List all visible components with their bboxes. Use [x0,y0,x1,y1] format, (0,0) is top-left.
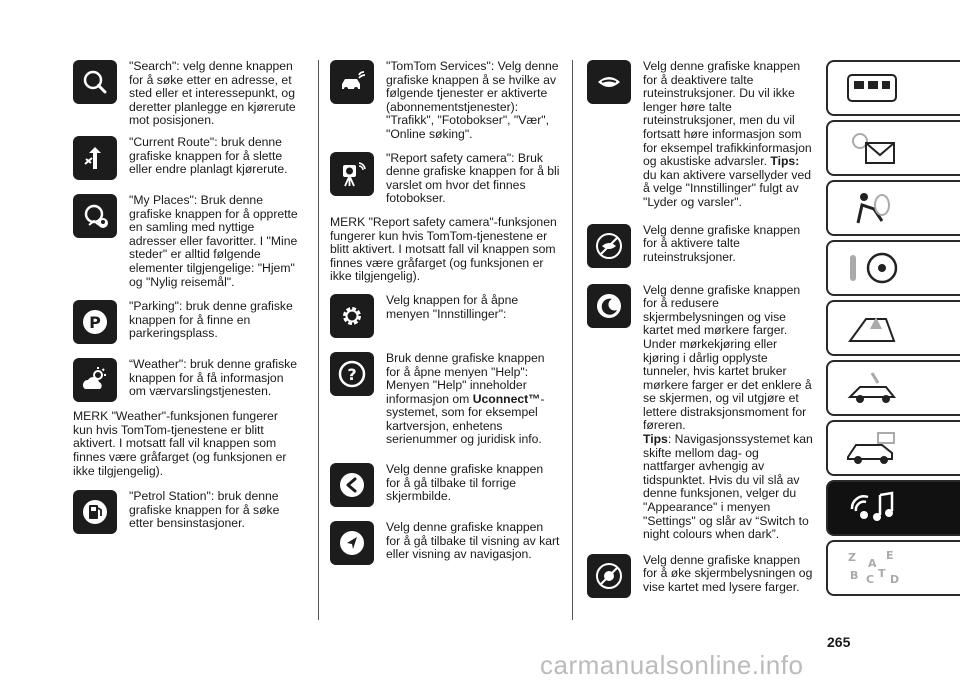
unmute-voice-icon [587,224,631,268]
mute-tip: Tips: [770,154,800,169]
multimedia-tab[interactable] [826,480,960,536]
back-map-item [330,521,560,565]
technical-data-tab[interactable] [826,420,960,476]
help-text-pre: Bruk denne grafiske knappen for å åpne menyen "Help": Menyen "Help" inneholder informasjon om [386,350,545,406]
index-letter-b: B [850,569,859,582]
index-letter-c: C [866,573,875,586]
dashboard-tab-icon [842,67,902,109]
help-item [330,352,560,447]
mute-text-post: du kan aktivere varsellyder ved å velge "Innstillinger" fulgt av "Lyder og varsler". [643,167,812,209]
column-right [587,60,813,598]
petrol-item [73,490,299,534]
technical-data-tab-icon [842,427,902,469]
index-tab[interactable] [826,540,960,596]
emergency-tab[interactable] [826,300,960,356]
night-mode-icon [587,284,631,328]
settings-text: Velg knappen for å åpne menyen "Innstillinger": [386,292,519,321]
column-divider-1 [318,60,319,620]
unmute-text: Velg denne grafiske knappen for å aktivere talte ruteinstruksjoner. [643,222,801,264]
unmute-item [587,224,813,268]
current-route-item [73,136,299,180]
weather-text: “Weather": bruk denne grafiske knappen for å få informasjon om værvarslingstjenesten. [129,357,298,399]
current-route-text: "Current Route": bruk denne grafiske knappen for å slette eller endre planlagt kjørerute. [129,134,288,177]
parking-text: "Parking": bruk denne grafiske knappen for å finne en parkeringsplass. [129,299,293,341]
my-places-icon [73,194,117,238]
tomtom-services-icon [330,60,374,104]
help-text-post: -systemet, som for eksempel kartversjon, enhetens serienummer og juridisk info. [386,391,545,447]
index-letter-d: D [890,573,900,586]
index-letter-e: E [886,549,894,562]
safety-camera-icon [330,152,374,196]
night-text-a: Velg denne grafiske knappen for å redusere skjermbelysningen og vise kartet med mørkere farger. [643,282,801,338]
night-item [587,284,813,542]
search-icon [73,60,117,104]
day-text: Velg denne grafiske knappen for å øke skjermbelysningen og vise kartet med lysere farger. [643,552,813,594]
day-item [587,554,813,598]
warning-lights-tab-icon [842,127,902,169]
svg-text:P: P [89,313,101,333]
petrol-text: "Petrol Station": bruk denne grafiske knappen for å søke etter bensinstasjoner. [129,489,280,531]
parking-item [73,300,299,344]
petrol-station-icon [73,490,117,534]
night-text-b: Under mørkekjøring eller kjøring i dårlig opplyste tunneler, hvis kartet bruker mørkere farger er det enklere å se skjermen, og vil utgjøre et lettere distraksjonsmoment for føreren. [643,336,812,433]
starting-driving-tab-icon [842,247,902,289]
night-text-c-body: : Navigasjonssystemet kan skifte mellom dag- og nattfarger avhengig av tidspunktet. Hvis du vil slå av denne funksjonen, velger du "Appearance" i menyen "Settings" og slår av “Switch to night colours when dark”. [643,432,813,542]
emergency-tab-icon [842,307,902,349]
settings-icon [330,294,374,338]
safety-camera-note: MERK "Report safety camera"-funksjonen fungerer kun hvis TomTom-tjenestene er blitt aktivert. I motsatt fall vil knappen som finnes være gråfarget (og funksjonen er ikke tilgjengelig). [330,214,557,284]
weather-icon [73,358,117,402]
day-mode-icon [587,554,631,598]
mute-text-pre: Velg denne grafiske knappen for å deaktivere talte ruteinstruksjoner. Du vil ikke lenger høre talte ruteinstruksjoner, men du vil fortsatt høre informasjon som for eksempel trafikkinformasjon og akustiske advarsler. [643,59,812,169]
safety-camera-text: "Report safety camera": Bruk denne grafiske knappen for å bli varslet om hvor det finnes fotobokser. [386,150,560,206]
help-icon [330,352,374,396]
safety-tab[interactable] [826,180,960,236]
back-icon [330,463,374,507]
maintenance-tab-icon [842,367,902,409]
chapter-tabs [826,60,960,600]
watermark: carmanualsonline.info [540,650,804,680]
column-divider-2 [572,60,573,620]
weather-item [73,358,299,402]
svg-text:?: ? [347,364,357,384]
index-letter-a: A [868,557,877,570]
multimedia-tab-icon [842,487,902,529]
help-text-brand: Uconnect™ [472,391,541,406]
night-tip: Tips [643,432,668,447]
column-left [73,60,299,534]
parking-icon [73,300,117,344]
my-places-text: "My Places": Bruk denne grafiske knappen for å opprette en samling med nyttige adresser eller favoritter. I "Mine steder" er alltid følgende elementer tilgjengelige: "Hjem" og "Nylig reisemål". [129,192,298,289]
help-text [386,352,560,447]
index-letter-t: T [878,567,886,580]
back-text: Velg denne grafiske knappen for å gå tilbake til forrige skjermbilde. [386,462,544,504]
tomtom-text: "TomTom Services": Velg denne grafiske knappen å se hvilke av følgende tjenester er aktiverte (abonnementstjenester): "Trafikk", "Fotobokser", "Vær", "Online søking". [386,59,559,141]
safety-tab-icon [842,187,902,229]
starting-driving-tab[interactable] [826,240,960,296]
page-number: 265 [827,634,851,650]
index-tab-icon [842,547,902,589]
dashboard-tab[interactable] [826,60,960,116]
safety-camera-item [330,152,560,206]
warning-lights-tab[interactable] [826,120,960,176]
mute-voice-icon [587,60,631,104]
mute-item [587,60,813,210]
index-letter-z: Z [848,551,856,564]
column-middle [330,60,560,565]
weather-note: MERK "Weather"-funksjonen fungerer kun hvis TomTom-tjenestene er blitt aktivert. I motsatt fall vil knappen som finnes være gråfarget (og funksjonen er ikke tilgjengelig). [73,409,287,478]
current-route-icon [73,136,117,180]
back-map-icon [330,521,374,565]
maintenance-tab[interactable] [826,360,960,416]
night-text [643,284,813,542]
night-text-c [643,433,813,542]
back-map-text: Velg denne grafiske knappen for å gå tilbake til visning av kart eller visning av navigasjon. [386,520,560,562]
settings-item [330,294,560,338]
tomtom-item [330,60,560,142]
mute-text [643,60,813,210]
my-places-item [73,194,299,289]
back-item [330,463,560,507]
search-text: "Search": velg denne knappen for å søke etter en adresse, et sted eller et interessepunkt, og deretter planlegge en kjørerute mot posisjonen. [129,59,296,128]
search-item [73,60,299,128]
